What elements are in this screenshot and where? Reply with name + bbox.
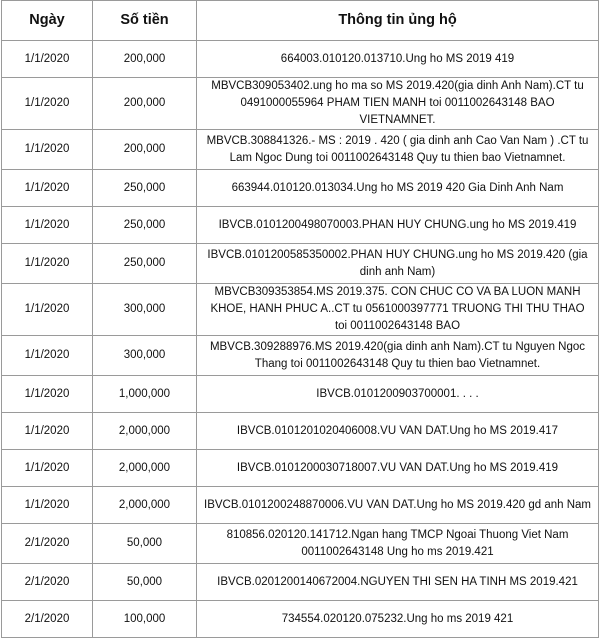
cell-date: 1/1/2020 bbox=[2, 78, 93, 130]
table-row bbox=[2, 413, 599, 450]
cell-amount: 200,000 bbox=[93, 41, 197, 78]
cell-info: 810856.020120.141712.Ngan hang TMCP Ngoai Thuong Viet Nam 0011002643148 Ung ho ms 2019.421 bbox=[197, 524, 599, 564]
cell-info: 734554.020120.075232.Ung ho ms 2019 421 bbox=[197, 601, 599, 638]
table-row bbox=[2, 376, 599, 413]
cell-amount: 2,000,000 bbox=[93, 413, 197, 450]
cell-amount: 100,000 bbox=[93, 601, 197, 638]
table-row bbox=[2, 564, 599, 601]
cell-info: MBVCB.309288976.MS 2019.420(gia dinh anh Nam).CT tu Nguyen Ngoc Thang toi 0011002643148 Quy tu thien bao Vietnamnet. bbox=[197, 336, 599, 376]
table-row bbox=[2, 284, 599, 336]
column-header-date: Ngày bbox=[2, 1, 93, 41]
cell-amount: 50,000 bbox=[93, 524, 197, 564]
cell-info: IBVCB.0101201020406008.VU VAN DAT.Ung ho MS 2019.417 bbox=[197, 413, 599, 450]
cell-amount: 2,000,000 bbox=[93, 450, 197, 487]
cell-date: 1/1/2020 bbox=[2, 244, 93, 284]
cell-info: 664003.010120.013710.Ung ho MS 2019 419 bbox=[197, 41, 599, 78]
cell-amount: 200,000 bbox=[93, 78, 197, 130]
cell-date: 1/1/2020 bbox=[2, 284, 93, 336]
table-row bbox=[2, 336, 599, 376]
cell-info: IBVCB.0101200585350002.PHAN HUY CHUNG.ung ho MS 2019.420 (gia dinh anh Nam) bbox=[197, 244, 599, 284]
cell-date: 1/1/2020 bbox=[2, 336, 93, 376]
column-header-info: Thông tin ủng hộ bbox=[197, 1, 599, 41]
table-row bbox=[2, 170, 599, 207]
cell-date: 1/1/2020 bbox=[2, 487, 93, 524]
cell-amount: 300,000 bbox=[93, 284, 197, 336]
cell-date: 2/1/2020 bbox=[2, 524, 93, 564]
table-row bbox=[2, 450, 599, 487]
cell-date: 1/1/2020 bbox=[2, 130, 93, 170]
table-row bbox=[2, 78, 599, 130]
cell-amount: 300,000 bbox=[93, 336, 197, 376]
table-row bbox=[2, 601, 599, 638]
cell-amount: 250,000 bbox=[93, 244, 197, 284]
cell-info: MBVCB309353854.MS 2019.375. CON CHUC CO VA BA LUON MANH KHOE, HANH PHUC A..CT tu 0561000397771 TRUONG THI THU THAO toi 0011002643148 BAO bbox=[197, 284, 599, 336]
column-header-amount: Số tiền bbox=[93, 1, 197, 41]
cell-amount: 1,000,000 bbox=[93, 376, 197, 413]
cell-date: 1/1/2020 bbox=[2, 413, 93, 450]
cell-amount: 250,000 bbox=[93, 170, 197, 207]
cell-amount: 50,000 bbox=[93, 564, 197, 601]
cell-info: IBVCB.0101200498070003.PHAN HUY CHUNG.ung ho MS 2019.419 bbox=[197, 207, 599, 244]
table-row bbox=[2, 41, 599, 78]
cell-info: MBVCB.308841326.- MS : 2019 . 420 ( gia dinh anh Cao Van Nam ) .CT tu Lam Ngoc Dung toi 0011002643148 Quy tu thien bao Vietnamnet. bbox=[197, 130, 599, 170]
table-row bbox=[2, 524, 599, 564]
cell-info: IBVCB.0101200248870006.VU VAN DAT.Ung ho MS 2019.420 gd anh Nam bbox=[197, 487, 599, 524]
table-row bbox=[2, 207, 599, 244]
cell-amount: 250,000 bbox=[93, 207, 197, 244]
cell-date: 1/1/2020 bbox=[2, 41, 93, 78]
cell-date: 1/1/2020 bbox=[2, 170, 93, 207]
cell-date: 1/1/2020 bbox=[2, 207, 93, 244]
table-row bbox=[2, 130, 599, 170]
cell-date: 1/1/2020 bbox=[2, 376, 93, 413]
cell-info: IBVCB.0101200030718007.VU VAN DAT.Ung ho MS 2019.419 bbox=[197, 450, 599, 487]
donation-table bbox=[1, 0, 599, 638]
table-row bbox=[2, 244, 599, 284]
cell-date: 2/1/2020 bbox=[2, 564, 93, 601]
cell-info: 663944.010120.013034.Ung ho MS 2019 420 Gia Dinh Anh Nam bbox=[197, 170, 599, 207]
cell-date: 1/1/2020 bbox=[2, 450, 93, 487]
cell-amount: 200,000 bbox=[93, 130, 197, 170]
cell-info: IBVCB.0101200903700001. . . . bbox=[197, 376, 599, 413]
cell-date: 2/1/2020 bbox=[2, 601, 93, 638]
table-row bbox=[2, 487, 599, 524]
table-header-row bbox=[2, 1, 599, 41]
cell-info: IBVCB.0201200140672004.NGUYEN THI SEN HA TINH MS 2019.421 bbox=[197, 564, 599, 601]
cell-info: MBVCB309053402.ung ho ma so MS 2019.420(gia dinh Anh Nam).CT tu 0491000055964 PHAM TIEN MANH toi 0011002643148 BAO VIETNAMNET. bbox=[197, 78, 599, 130]
cell-amount: 2,000,000 bbox=[93, 487, 197, 524]
